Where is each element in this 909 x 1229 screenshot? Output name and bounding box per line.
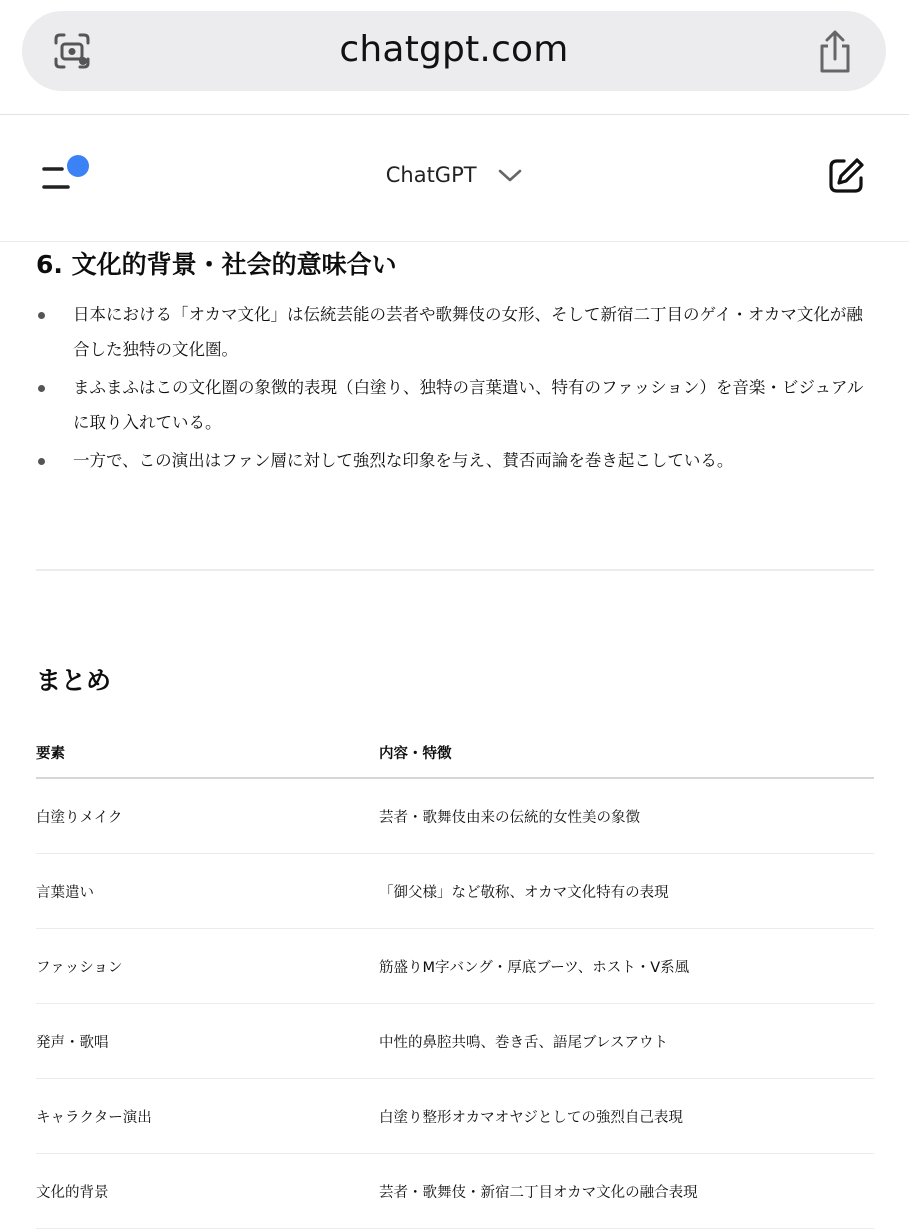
- share-icon[interactable]: [814, 29, 856, 75]
- section-heading: 6. 文化的背景・社会的意味合い: [36, 250, 397, 279]
- table-cell: 言葉遣い: [36, 854, 379, 929]
- new-chat-edit-icon[interactable]: [827, 157, 865, 195]
- table-row: [36, 778, 874, 854]
- summary-heading: まとめ: [36, 666, 112, 695]
- table-cell: 白塗り整形オカマオヤジとしての強烈自己表現: [379, 1079, 874, 1154]
- column-header: 要素: [36, 727, 379, 778]
- chevron-down-icon: [497, 168, 523, 184]
- table-cell: 芸者・歌舞伎・新宿二丁目オカマ文化の融合表現: [379, 1154, 874, 1229]
- table-cell: 文化的背景: [36, 1154, 379, 1229]
- table-cell: 白塗りメイク: [36, 778, 379, 854]
- table-header-row: [36, 727, 874, 778]
- list-item: 一方で、この演出はファン層に対して強烈な印象を与え、賛否両論を巻き起こしている。: [36, 443, 874, 478]
- column-header: 内容・特徴: [379, 727, 874, 778]
- table-cell: ファッション: [36, 929, 379, 1004]
- summary-table: [36, 727, 874, 1229]
- table-cell: キャラクター演出: [36, 1079, 379, 1154]
- bullet-list: [36, 297, 874, 481]
- table-cell: 芸者・歌舞伎由来の伝統的女性美の象徴: [379, 778, 874, 854]
- table-cell: 発声・歌唱: [36, 1004, 379, 1079]
- table-row: [36, 1004, 874, 1079]
- browser-toolbar: [0, 0, 909, 115]
- table-row: [36, 854, 874, 929]
- table-row: [36, 1154, 874, 1229]
- table-row: [36, 1079, 874, 1154]
- model-picker[interactable]: [0, 163, 909, 187]
- divider: [36, 569, 874, 571]
- table-cell: 筋盛りM字バング・厚底ブーツ、ホスト・V系風: [379, 929, 874, 1004]
- address-bar[interactable]: [22, 11, 886, 91]
- table-cell: 「御父様」など敬称、オカマ文化特有の表現: [379, 854, 874, 929]
- list-item: まふまふはこの文化圏の象徴的表現（白塗り、独特の言葉遣い、特有のファッション）を音楽・ビジュアルに取り入れている。: [36, 370, 874, 440]
- model-label: ChatGPT: [385, 163, 477, 187]
- table-row: [36, 929, 874, 1004]
- app-header: [0, 115, 909, 242]
- url-text[interactable]: chatgpt.com: [339, 29, 569, 70]
- list-item: 日本における「オカマ文化」は伝統芸能の芸者や歌舞伎の女形、そして新宿二丁目のゲイ・オカマ文化が融合した独特の文化圏。: [36, 297, 874, 367]
- table-cell: 中性的鼻腔共鳴、巻き舌、語尾ブレスアウト: [379, 1004, 874, 1079]
